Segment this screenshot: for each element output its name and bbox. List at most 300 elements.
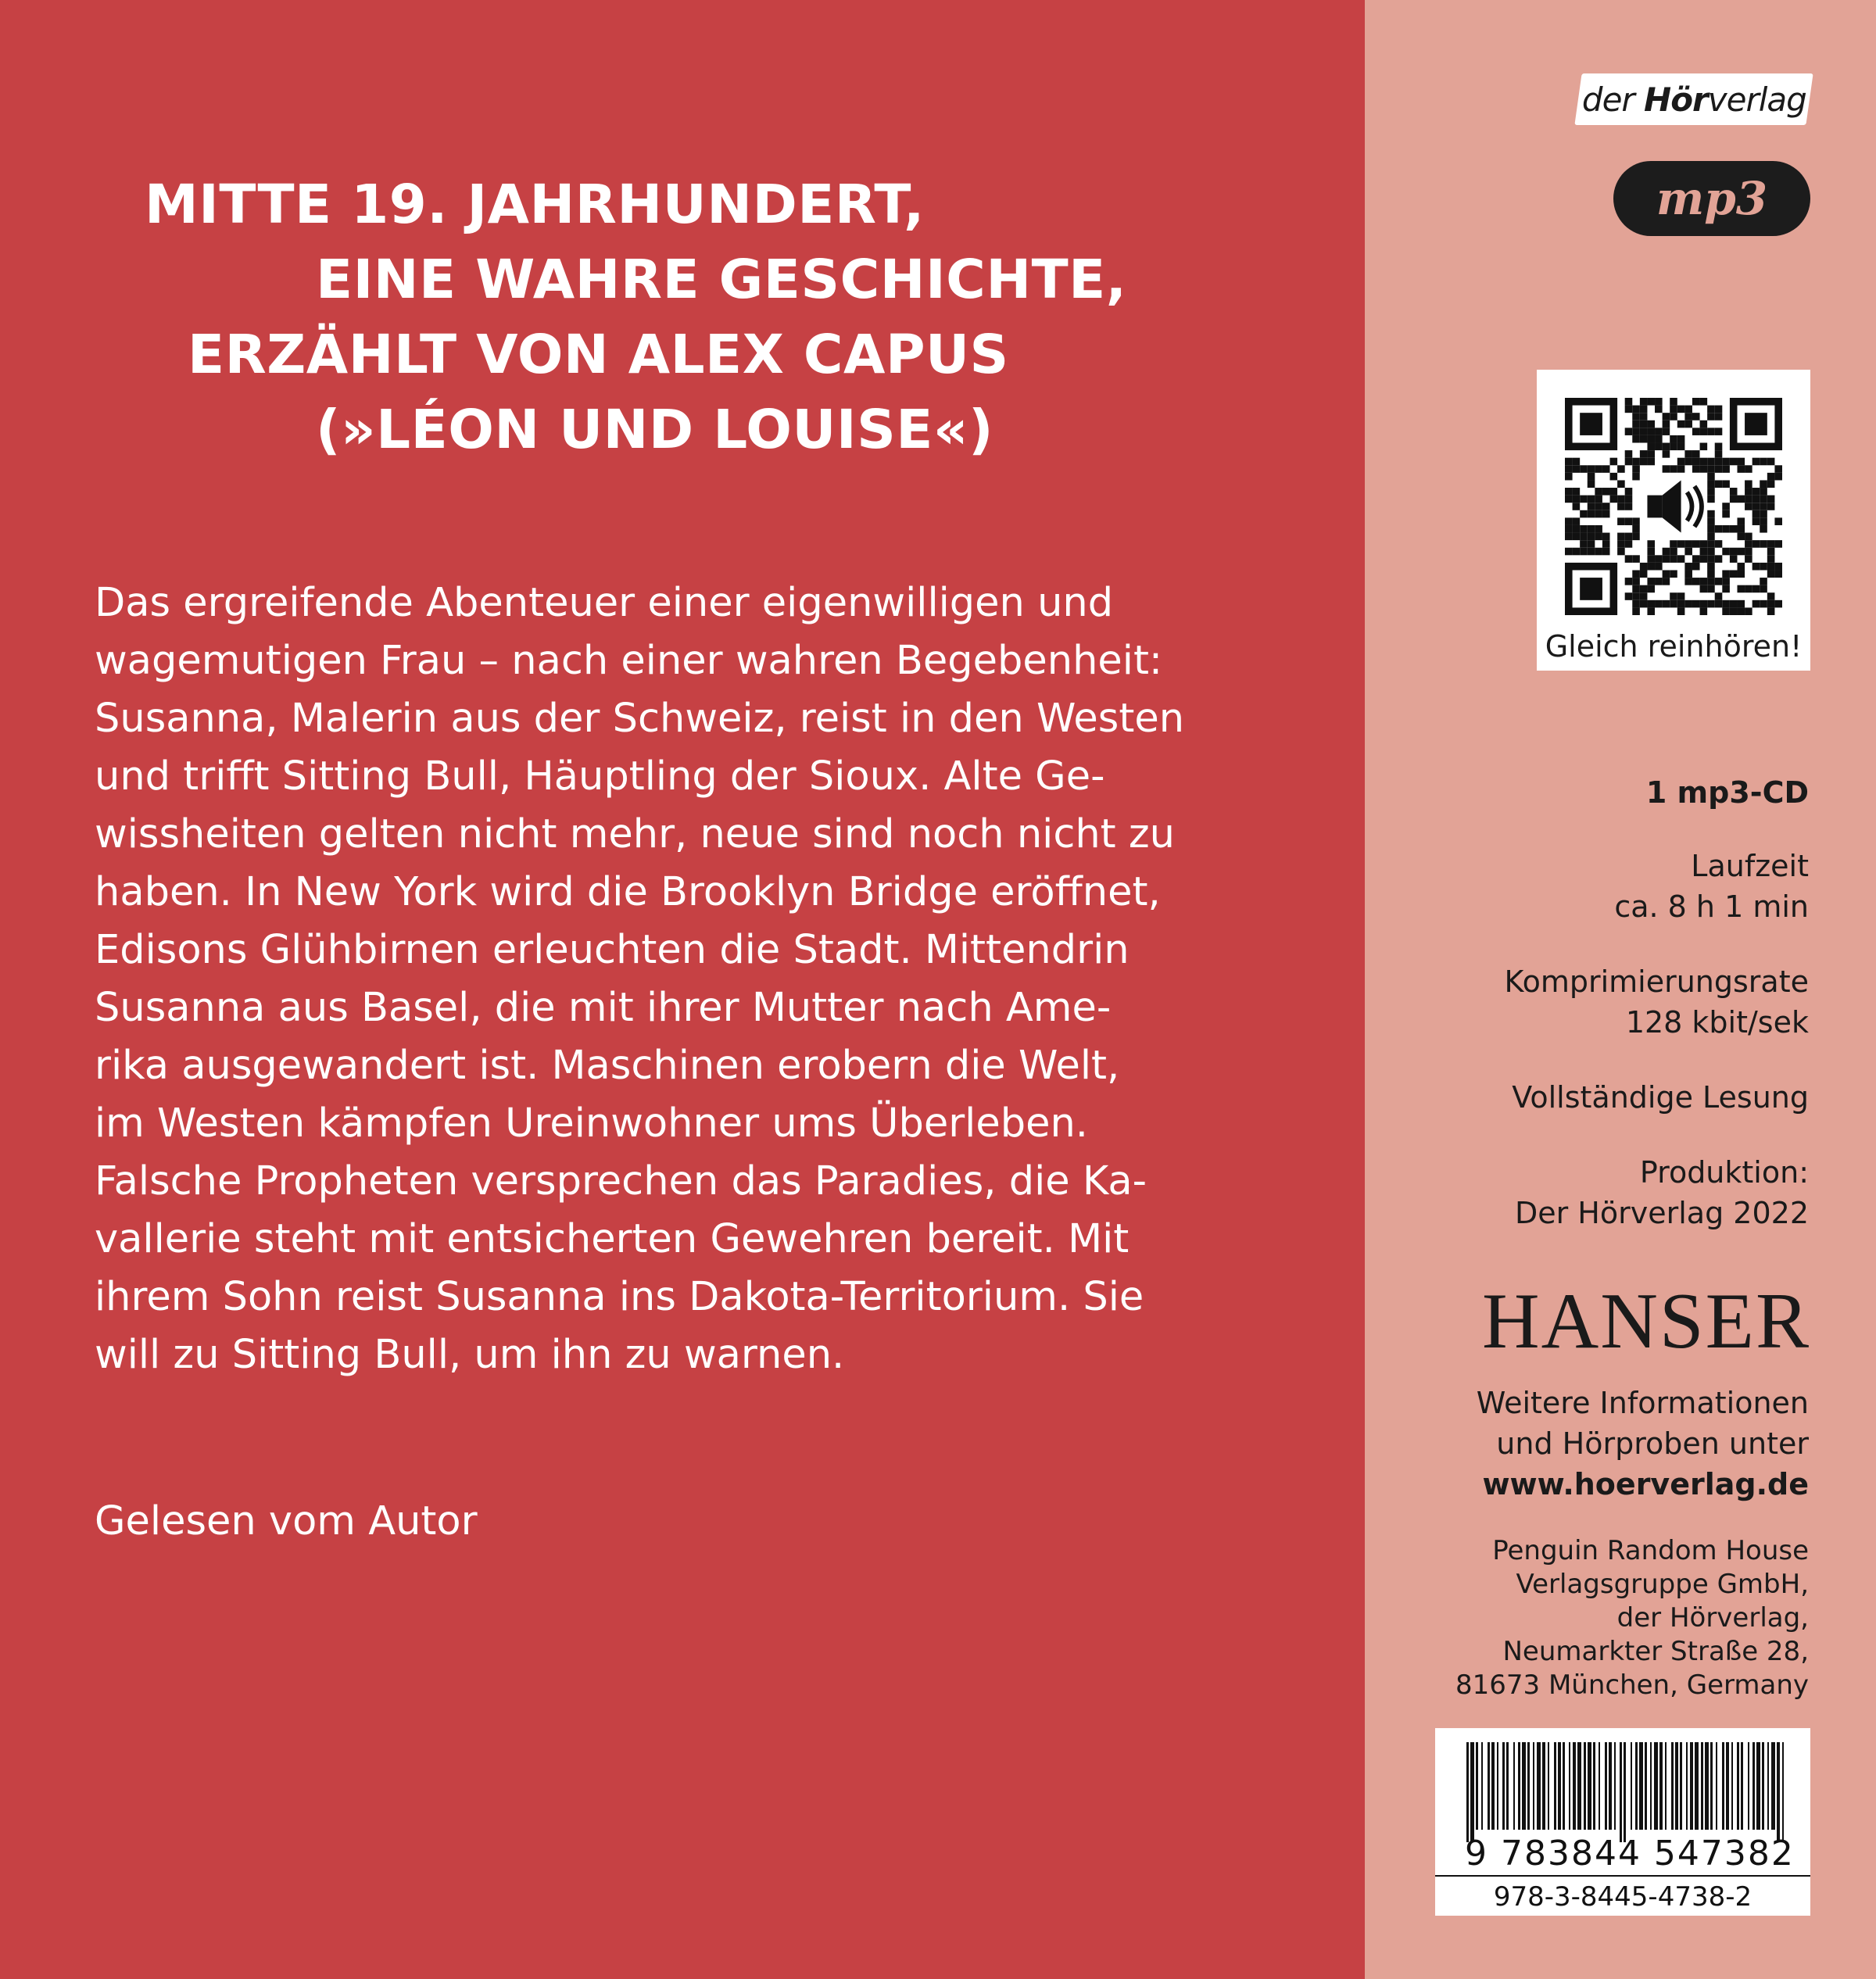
qr-module <box>1707 585 1715 593</box>
isbn-number: 978-3-8445-4738-2 <box>1493 1881 1752 1913</box>
qr-module <box>1774 540 1782 548</box>
qr-module <box>1700 420 1708 428</box>
qr-module <box>1715 465 1723 473</box>
qr-module <box>1715 450 1723 458</box>
barcode-bar <box>1716 1742 1717 1830</box>
barcode-bar <box>1782 1742 1784 1842</box>
qr-module <box>1707 465 1715 473</box>
qr-module <box>1767 607 1775 615</box>
barcode-bar <box>1680 1742 1682 1830</box>
qr-module <box>1610 488 1618 496</box>
qr-module <box>1647 578 1655 585</box>
qr-module <box>1684 600 1692 608</box>
barcode-bar <box>1466 1742 1469 1842</box>
qr-module <box>1707 406 1715 413</box>
qr-module <box>1588 473 1595 481</box>
qr-module <box>1602 510 1610 518</box>
qr-module <box>1647 607 1655 615</box>
qr-module <box>1670 592 1677 600</box>
qr-module <box>1752 600 1760 608</box>
qr-module <box>1647 458 1655 466</box>
qr-module <box>1640 413 1648 420</box>
qr-module <box>1573 517 1581 525</box>
qr-module <box>1625 428 1633 435</box>
qr-module <box>1602 488 1610 496</box>
qr-module <box>1767 503 1775 510</box>
blurb-line: Das ergreifende Abenteuer einer eigenwilligen und <box>95 580 1114 626</box>
barcode-bar <box>1502 1742 1505 1830</box>
qr-module <box>1640 600 1648 608</box>
qr-module <box>1684 413 1692 420</box>
barcode-bar <box>1654 1742 1658 1830</box>
qr-module <box>1602 533 1610 541</box>
qr-module <box>1588 480 1595 488</box>
qr-module <box>1700 398 1708 406</box>
qr-module <box>1700 540 1708 548</box>
qr-module <box>1670 398 1677 406</box>
qr-module <box>1602 503 1610 510</box>
qr-module <box>1655 398 1663 406</box>
info-url-link[interactable]: www.hoerverlag.de <box>1482 1467 1809 1501</box>
qr-module <box>1684 406 1692 413</box>
qr-module <box>1700 578 1708 585</box>
qr-module <box>1774 465 1782 473</box>
qr-module <box>1715 428 1723 435</box>
qr-module <box>1722 570 1730 578</box>
headline-line-4: (»LÉON UND LOUISE«) <box>316 399 994 461</box>
qr-module <box>1655 435 1663 443</box>
qr-module <box>1745 533 1752 541</box>
qr-module <box>1565 533 1573 541</box>
qr-module <box>1640 592 1648 600</box>
qr-module <box>1640 428 1648 435</box>
qr-module <box>1595 510 1602 518</box>
qr-module <box>1655 555 1663 563</box>
qr-module <box>1617 548 1625 556</box>
qr-module <box>1663 443 1670 451</box>
qr-module <box>1565 488 1573 496</box>
barcode-bar <box>1695 1742 1699 1830</box>
barcode-bar <box>1639 1742 1643 1830</box>
qr-module <box>1663 450 1670 458</box>
qr-module <box>1745 503 1752 510</box>
qr-module <box>1715 540 1723 548</box>
qr-module <box>1767 600 1775 608</box>
qr-module <box>1715 458 1723 466</box>
qr-module <box>1722 607 1730 615</box>
qr-module <box>1663 570 1670 578</box>
blurb-line: Falsche Propheten versprechen das Paradies, die Ka- <box>95 1158 1147 1204</box>
qr-module <box>1684 540 1692 548</box>
qr-module <box>1670 443 1677 451</box>
qr-module <box>1692 540 1700 548</box>
qr-module <box>1573 488 1581 496</box>
qr-module <box>1640 435 1648 443</box>
qr-module <box>1722 525 1730 533</box>
qr-module <box>1580 540 1588 548</box>
qr-module <box>1647 563 1655 571</box>
barcode-bar <box>1777 1742 1780 1842</box>
hoerverlag-logo <box>1574 73 1813 125</box>
qr-module <box>1670 555 1677 563</box>
qr-module <box>1760 540 1767 548</box>
qr-module <box>1707 413 1715 420</box>
qr-module <box>1632 465 1640 473</box>
hanser-logo: HANSER <box>1481 1277 1810 1365</box>
qr-module <box>1684 450 1692 458</box>
barcode-bar <box>1631 1742 1632 1830</box>
qr-module <box>1677 406 1685 413</box>
qr-module <box>1617 496 1625 503</box>
barcode-bar <box>1741 1742 1743 1830</box>
barcode-bar <box>1701 1742 1703 1830</box>
qr-module <box>1588 510 1595 518</box>
headline-line-1: MITTE 19. JAHRHUNDERT, <box>145 174 925 236</box>
qr-module <box>1640 563 1648 571</box>
qr-module <box>1632 435 1640 443</box>
qr-module <box>1730 496 1738 503</box>
qr-module <box>1565 458 1573 466</box>
blurb-line: Susanna aus Basel, die mit ihrer Mutter nach Ame- <box>95 985 1112 1031</box>
qr-module <box>1625 496 1633 503</box>
barcode-bar <box>1577 1742 1581 1830</box>
qr-module <box>1602 540 1610 548</box>
qr-module <box>1692 465 1700 473</box>
barcode-bar <box>1558 1742 1561 1830</box>
qr-module <box>1580 533 1588 541</box>
qr-module <box>1670 548 1677 556</box>
qr-module <box>1692 600 1700 608</box>
qr-module <box>1588 465 1595 473</box>
qr-module <box>1730 570 1738 578</box>
qr-module <box>1617 465 1625 473</box>
reader-credit: Gelesen vom Autor <box>95 1498 478 1544</box>
qr-module <box>1737 570 1745 578</box>
barcode-bar <box>1752 1742 1755 1830</box>
qr-module <box>1707 570 1715 578</box>
mp3-logo-text: mp3 <box>1656 172 1768 225</box>
qr-module <box>1707 496 1715 503</box>
barcode-bar <box>1705 1742 1709 1830</box>
qr-module <box>1737 585 1745 593</box>
qr-module <box>1752 496 1760 503</box>
qr-module <box>1595 465 1602 473</box>
barcode-divider <box>1435 1875 1810 1877</box>
qr-module <box>1640 420 1648 428</box>
qr-module <box>1707 540 1715 548</box>
qr-module <box>1670 406 1677 413</box>
qr-module <box>1774 563 1782 571</box>
qr-module <box>1595 548 1602 556</box>
qr-module <box>1655 443 1663 451</box>
qr-module <box>1625 555 1633 563</box>
qr-module <box>1573 503 1581 510</box>
qr-module <box>1692 458 1700 466</box>
qr-module <box>1663 465 1670 473</box>
qr-module <box>1580 510 1588 518</box>
qr-module <box>1655 563 1663 571</box>
qr-module <box>1632 517 1640 525</box>
barcode-bar <box>1771 1742 1775 1830</box>
qr-module <box>1565 473 1573 481</box>
qr-module <box>1767 496 1775 503</box>
qr-module <box>1573 548 1581 556</box>
qr-module <box>1625 540 1633 548</box>
barcode-bar <box>1470 1742 1474 1842</box>
qr-module <box>1707 533 1715 541</box>
barcode-bar <box>1518 1742 1520 1830</box>
qr-module <box>1730 488 1738 496</box>
blurb-text <box>95 574 1267 1384</box>
qr-module <box>1632 578 1640 585</box>
barcode-bar <box>1722 1742 1724 1830</box>
qr-module <box>1715 525 1723 533</box>
qr-module <box>1684 563 1692 571</box>
qr-module <box>1700 458 1708 466</box>
qr-module <box>1760 496 1767 503</box>
qr-module <box>1737 548 1745 556</box>
barcode-bar <box>1476 1742 1478 1830</box>
qr-module <box>1588 540 1595 548</box>
blurb-line: Susanna, Malerin aus der Schweiz, reist in den Westen <box>95 696 1185 742</box>
qr-module <box>1670 600 1677 608</box>
qr-module <box>1663 555 1670 563</box>
address-line: 81673 München, Germany <box>1455 1669 1809 1701</box>
qr-module <box>1760 488 1767 496</box>
qr-module <box>1760 480 1767 488</box>
qr-module <box>1625 578 1633 585</box>
qr-module <box>1647 443 1655 451</box>
qr-module <box>1715 555 1723 563</box>
barcode-bar <box>1624 1742 1626 1842</box>
qr-module <box>1684 458 1692 466</box>
barcode-bar <box>1605 1742 1607 1830</box>
qr-code-card[interactable] <box>1537 370 1810 671</box>
blurb-line: und trifft Sitting Bull, Häuptling der Sioux. Alte Ge- <box>95 753 1105 800</box>
qr-module <box>1730 458 1738 466</box>
qr-module <box>1730 525 1738 533</box>
address-line: der Hörverlag, <box>1616 1602 1809 1634</box>
qr-module <box>1760 563 1767 571</box>
qr-module <box>1722 503 1730 510</box>
qr-module <box>1730 600 1738 608</box>
qr-module <box>1707 600 1715 608</box>
qr-module <box>1767 563 1775 571</box>
barcode-bar <box>1537 1742 1541 1830</box>
qr-module <box>1700 428 1708 435</box>
qr-module <box>1707 473 1715 481</box>
qr-module <box>1745 555 1752 563</box>
barcode-bar <box>1675 1742 1678 1830</box>
qr-module <box>1632 473 1640 481</box>
qr-module <box>1573 465 1581 473</box>
barcode-bar <box>1635 1742 1638 1830</box>
qr-module <box>1677 555 1685 563</box>
qr-module <box>1752 503 1760 510</box>
barcode-bar <box>1481 1742 1483 1830</box>
qr-module <box>1595 496 1602 503</box>
qr-module <box>1737 600 1745 608</box>
qr-module <box>1640 398 1648 406</box>
qr-module <box>1745 480 1752 488</box>
qr-module <box>1730 607 1738 615</box>
qr-module <box>1715 480 1723 488</box>
qr-module <box>1752 540 1760 548</box>
qr-module <box>1767 473 1775 481</box>
qr-module <box>1760 525 1767 533</box>
qr-module <box>1730 555 1738 563</box>
qr-module <box>1588 525 1595 533</box>
qr-module <box>1663 600 1670 608</box>
barcode-bar <box>1609 1742 1612 1830</box>
barcode-bar <box>1665 1742 1667 1830</box>
barcode-bar <box>1593 1742 1595 1830</box>
qr-module <box>1647 398 1655 406</box>
barcode-bar <box>1563 1742 1565 1830</box>
qr-module <box>1677 540 1685 548</box>
qr-module <box>1625 398 1633 406</box>
qr-module <box>1677 458 1685 466</box>
qr-module <box>1640 585 1648 593</box>
address-line: Verlagsgruppe GmbH, <box>1516 1569 1809 1600</box>
qr-module <box>1655 578 1663 585</box>
info-line-2: und Hörproben unter <box>1496 1426 1809 1461</box>
qr-module <box>1647 548 1655 556</box>
qr-module <box>1722 600 1730 608</box>
qr-module <box>1715 578 1723 585</box>
qr-caption: Gleich reinhören! <box>1545 629 1803 664</box>
qr-module <box>1752 517 1760 525</box>
barcode-bar <box>1527 1742 1530 1830</box>
barcode-bar <box>1513 1742 1515 1830</box>
qr-module <box>1625 488 1633 496</box>
qr-module <box>1670 570 1677 578</box>
qr-module <box>1595 525 1602 533</box>
qr-module <box>1595 533 1602 541</box>
qr-module <box>1663 420 1670 428</box>
qr-module <box>1595 488 1602 496</box>
qr-module <box>1774 473 1782 481</box>
barcode-bar <box>1588 1742 1591 1830</box>
qr-module <box>1774 570 1782 578</box>
barcode-bar <box>1554 1742 1556 1830</box>
qr-module <box>1760 517 1767 525</box>
qr-module <box>1752 585 1760 593</box>
barcode-bar <box>1726 1742 1729 1830</box>
qr-module <box>1625 533 1633 541</box>
qr-module <box>1588 548 1595 556</box>
barcode-bar <box>1686 1742 1688 1830</box>
qr-module <box>1580 465 1588 473</box>
qr-module <box>1632 585 1640 593</box>
qr-module <box>1722 458 1730 466</box>
edition-info: Vollständige Lesung <box>1512 1080 1809 1115</box>
qr-module <box>1602 465 1610 473</box>
barcode-bar <box>1690 1742 1693 1830</box>
barcode-bar <box>1737 1742 1739 1830</box>
qr-module <box>1647 450 1655 458</box>
qr-module <box>1692 428 1700 435</box>
qr-module <box>1677 420 1685 428</box>
barcode-bar <box>1497 1742 1498 1830</box>
qr-module <box>1767 540 1775 548</box>
qr-module <box>1677 600 1685 608</box>
qr-module <box>1684 570 1692 578</box>
qr-module <box>1573 525 1581 533</box>
qr-module <box>1617 503 1625 510</box>
qr-module <box>1737 607 1745 615</box>
qr-module <box>1625 592 1633 600</box>
qr-module <box>1692 563 1700 571</box>
qr-module <box>1647 435 1655 443</box>
barcode-bar <box>1522 1742 1526 1830</box>
qr-module <box>1722 578 1730 585</box>
qr-code[interactable] <box>1565 398 1782 615</box>
qr-module <box>1752 488 1760 496</box>
qr-module <box>1752 563 1760 571</box>
blurb-line: ihrem Sohn reist Susanna ins Dakota-Territorium. Sie <box>95 1274 1144 1320</box>
runtime-label: Laufzeit <box>1691 849 1809 883</box>
production-value: Der Hörverlag 2022 <box>1514 1196 1809 1230</box>
qr-module <box>1722 548 1730 556</box>
qr-module <box>1700 548 1708 556</box>
barcode-bar <box>1569 1742 1570 1830</box>
qr-module <box>1647 420 1655 428</box>
address-line: Neumarkter Straße 28, <box>1502 1636 1809 1667</box>
qr-module <box>1640 570 1648 578</box>
qr-module <box>1752 510 1760 518</box>
qr-module <box>1707 510 1715 518</box>
headline-line-2: EINE WAHRE GESCHICHTE, <box>316 249 1127 311</box>
logo-text-verlag: verlag <box>1707 80 1806 119</box>
qr-module <box>1700 585 1708 593</box>
qr-module <box>1767 570 1775 578</box>
qr-module <box>1745 488 1752 496</box>
qr-module <box>1715 443 1723 451</box>
qr-module <box>1617 480 1625 488</box>
barcode-bar <box>1548 1742 1549 1830</box>
qr-module <box>1774 517 1782 525</box>
barcode-bar <box>1645 1742 1647 1830</box>
qr-module <box>1580 525 1588 533</box>
qr-module <box>1737 496 1745 503</box>
qr-module <box>1632 592 1640 600</box>
qr-module <box>1707 480 1715 488</box>
qr-module <box>1617 540 1625 548</box>
logo-text-hoer: Hör <box>1643 80 1708 119</box>
qr-module <box>1752 458 1760 466</box>
qr-module <box>1580 548 1588 556</box>
qr-module <box>1632 570 1640 578</box>
qr-module <box>1565 496 1573 503</box>
blurb-line: will zu Sitting Bull, um ihn zu warnen. <box>95 1332 845 1378</box>
qr-module <box>1760 503 1767 510</box>
qr-module <box>1625 517 1633 525</box>
qr-module <box>1632 533 1640 541</box>
qr-module <box>1700 443 1708 451</box>
qr-module <box>1610 473 1618 481</box>
qr-module <box>1655 406 1663 413</box>
qr-module <box>1632 458 1640 466</box>
qr-module <box>1677 465 1685 473</box>
qr-module <box>1767 480 1775 488</box>
qr-module <box>1617 533 1625 541</box>
blurb-line: wissheiten gelten nicht mehr, neue sind noch nicht zu <box>95 811 1175 857</box>
qr-module <box>1745 496 1752 503</box>
qr-module <box>1655 600 1663 608</box>
runtime-value: ca. 8 h 1 min <box>1614 889 1809 924</box>
qr-module <box>1565 517 1573 525</box>
